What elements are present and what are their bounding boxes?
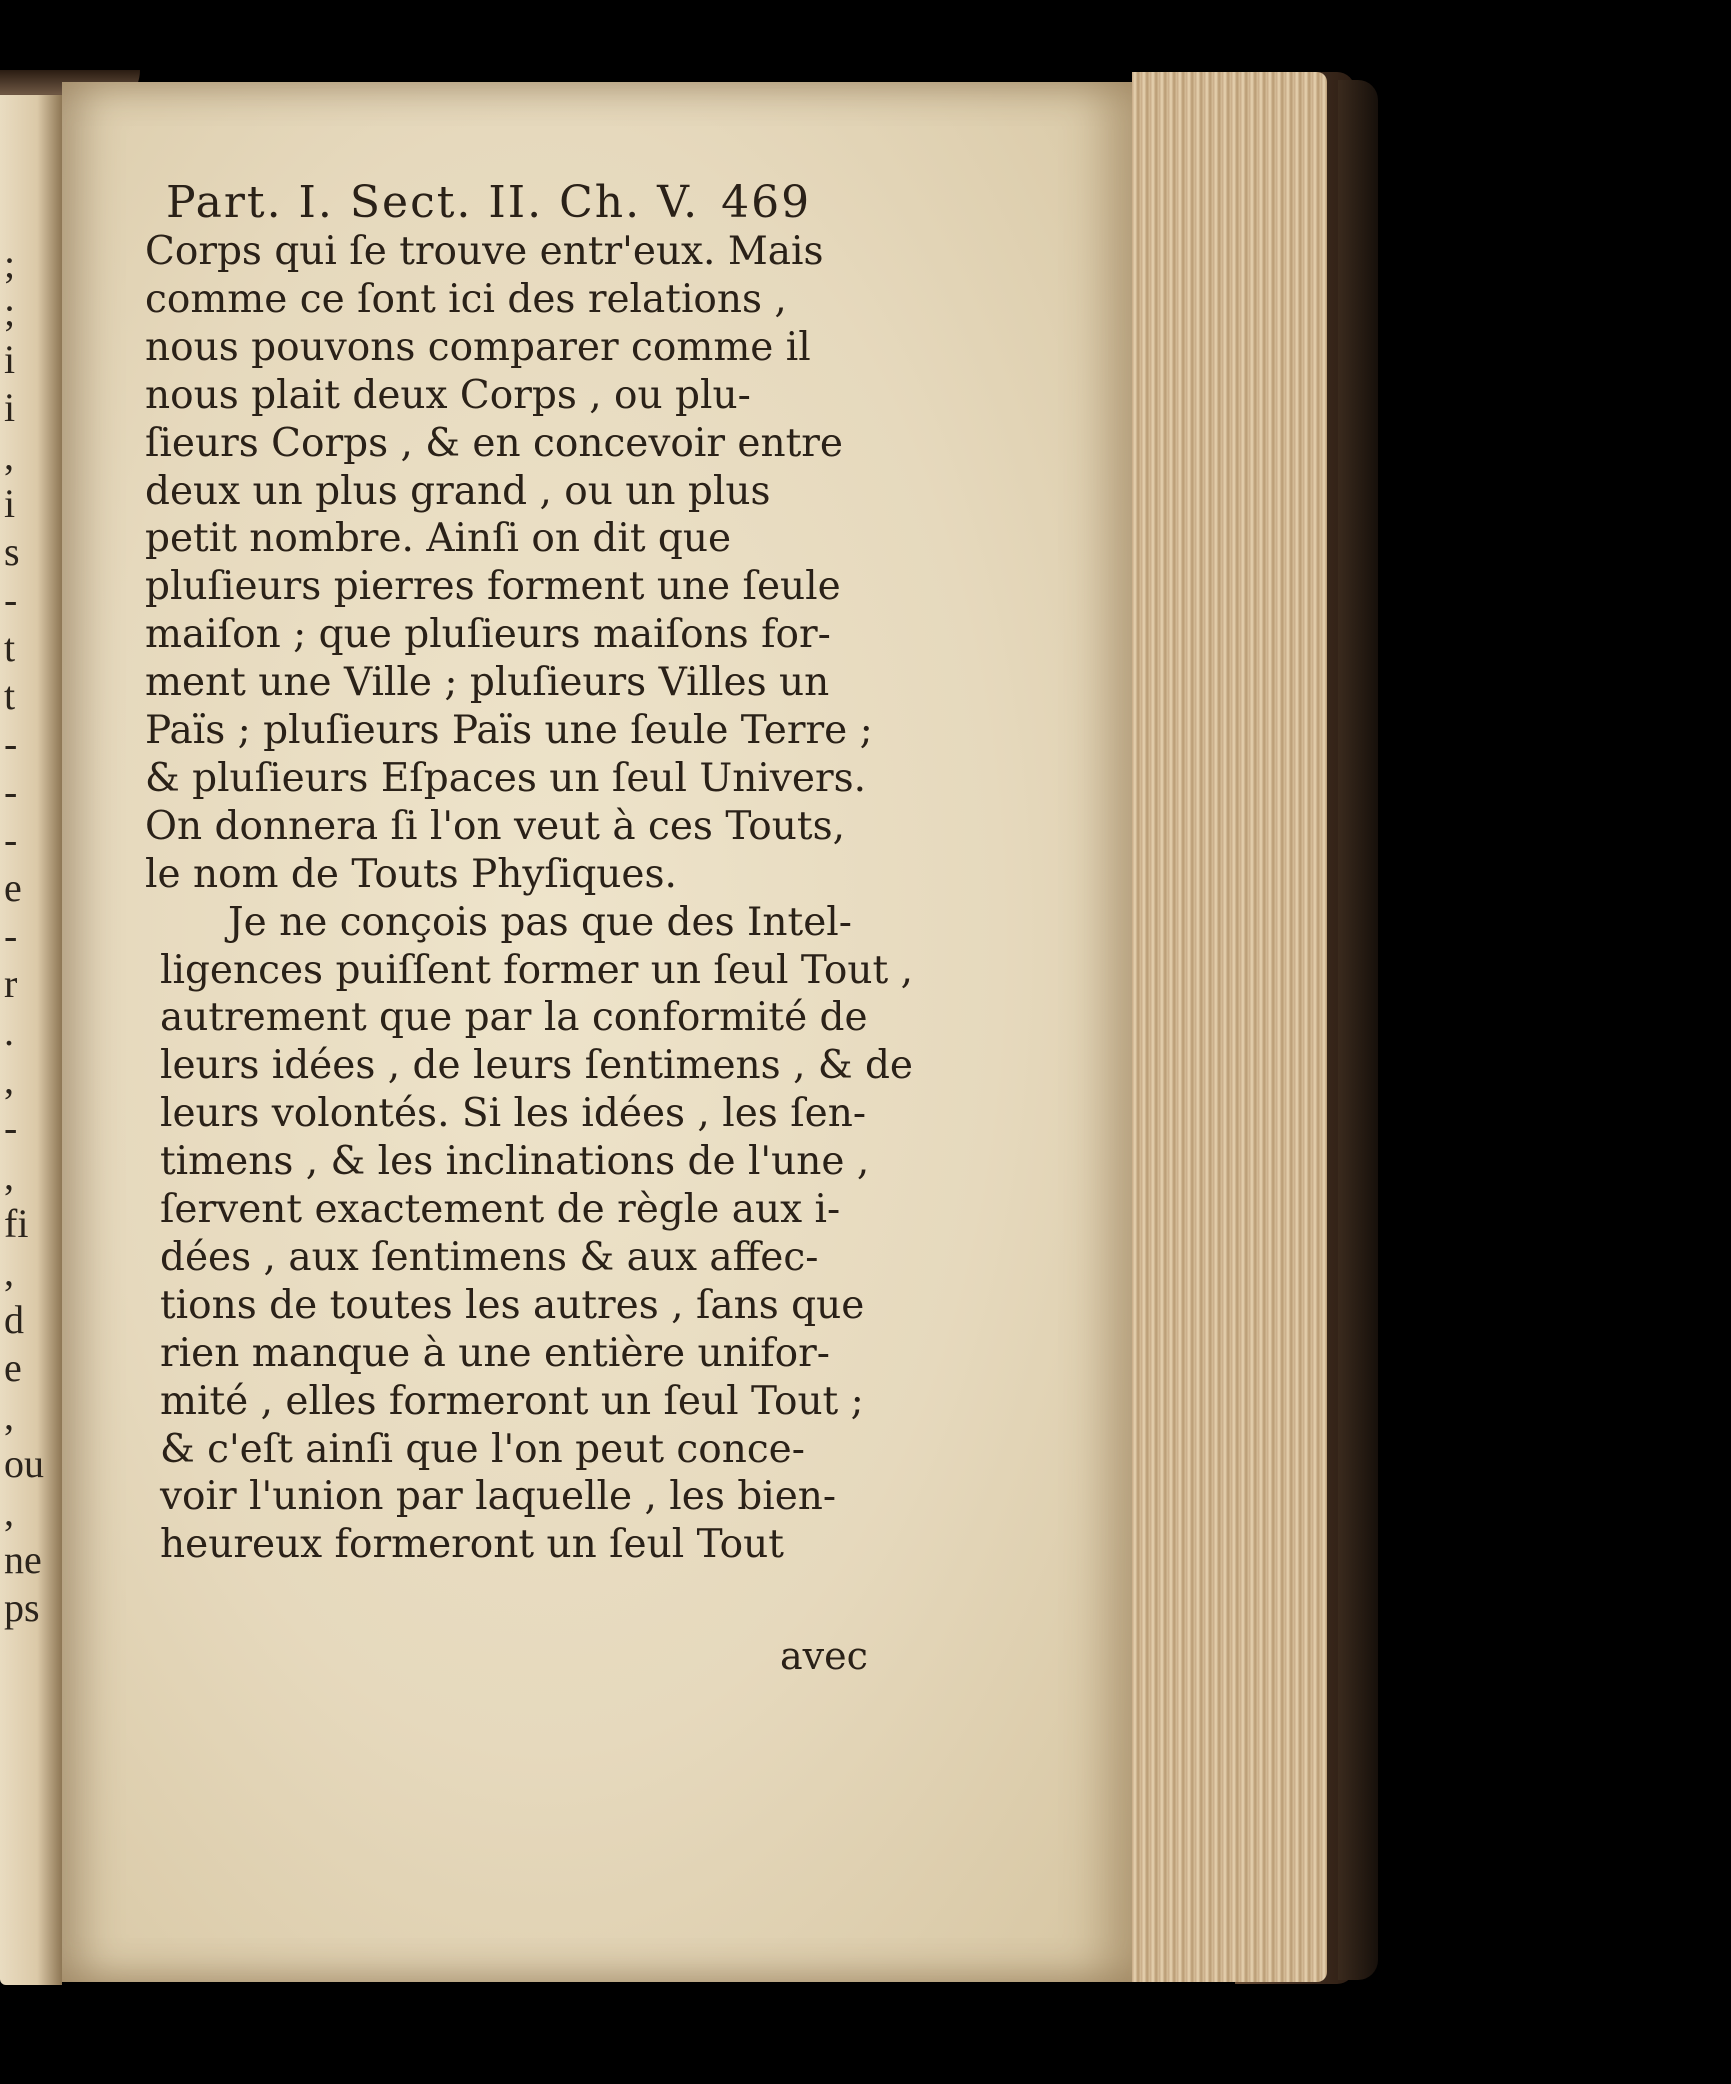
- text-line: deux un plus grand , ou un plus: [145, 469, 771, 514]
- cut-off-glyph: d: [4, 1297, 24, 1342]
- cut-off-glyph: s: [4, 529, 20, 574]
- cut-off-glyph: ,: [4, 1057, 14, 1102]
- cut-off-glyph: -: [4, 1105, 18, 1150]
- text-line: rien manque à une entière unifor-: [160, 1331, 830, 1376]
- text-line: mité , elles formeront un ſeul Tout ;: [160, 1379, 864, 1424]
- text-line: comme ce ſont ici des relations ,: [145, 277, 787, 322]
- text-line: timens , & les inclinations de l'une ,: [160, 1139, 870, 1184]
- cut-off-glyph: e: [4, 1345, 22, 1390]
- text-line: nous pouvons comparer comme il: [145, 325, 811, 370]
- text-line: le nom de Touts Phyſiques.: [145, 852, 677, 897]
- text-line: tions de toutes les autres , ſans que: [160, 1283, 865, 1328]
- text-line: & pluſieurs Eſpaces un ſeul Univers.: [145, 756, 867, 801]
- text-line: maiſon ; que pluſieurs maiſons for-: [145, 612, 831, 657]
- cut-off-glyph: i: [4, 481, 16, 526]
- text-line: Païs ; pluſieurs Païs une ſeule Terre ;: [145, 708, 873, 753]
- cut-off-glyph: fi: [4, 1201, 29, 1246]
- cut-off-glyph: ou: [4, 1441, 44, 1486]
- cut-off-glyph: e: [4, 865, 22, 910]
- cut-off-glyph: t: [4, 673, 16, 718]
- text-line: petit nombre. Ainſi on dit que: [145, 516, 732, 561]
- cut-off-glyph: ,: [4, 1489, 14, 1534]
- text-line: pluſieurs pierres forment une ſeule: [145, 564, 841, 609]
- cut-off-glyph: ,: [4, 1153, 14, 1198]
- text-line: leurs idées , de leurs ſentimens , & de: [160, 1043, 914, 1088]
- cut-off-glyph: ps: [4, 1585, 40, 1630]
- cut-off-glyph: r: [4, 961, 18, 1006]
- cut-off-glyph: -: [4, 721, 18, 766]
- cut-off-glyph: ;: [4, 289, 16, 334]
- text-line: ſieurs Corps , & en concevoir entre: [145, 421, 843, 466]
- cut-off-glyph: -: [4, 577, 18, 622]
- text-line: voir l'union par laquelle , les bien-: [160, 1474, 837, 1519]
- cut-off-glyph: .: [4, 1009, 14, 1054]
- text-line: ligences puiſſent former un ſeul Tout ,: [160, 948, 913, 993]
- text-line: Je ne conçois pas que des Intel-: [228, 900, 852, 945]
- cut-off-glyph: t: [4, 625, 16, 670]
- running-head-text: Part. I. Sect. II. Ch. V.: [166, 177, 700, 228]
- text-line: nous plait deux Corps , ou plu-: [145, 373, 751, 418]
- text-line: ment une Ville ; pluſieurs Villes un: [145, 660, 830, 705]
- cut-off-glyph: ,: [4, 433, 14, 478]
- catchword: avec: [780, 1634, 868, 1678]
- cut-off-glyph: ,: [4, 1393, 14, 1438]
- text-line: On donnera ſi l'on veut à ces Touts,: [145, 804, 845, 849]
- cut-off-glyph: -: [4, 913, 18, 958]
- text-line: heureux formeront un ſeul Tout: [160, 1522, 784, 1567]
- text-line: autrement que par la conformité de: [160, 995, 868, 1040]
- cut-off-glyph: -: [4, 769, 18, 814]
- text-line: & c'eſt ainſi que l'on peut conce-: [160, 1427, 805, 1472]
- cut-off-glyph: ne: [4, 1537, 42, 1582]
- running-head: [166, 177, 811, 228]
- text-line: dées , aux ſentimens & aux affec-: [160, 1235, 819, 1280]
- cut-off-glyph: i: [4, 385, 16, 430]
- cut-off-glyph: ,: [4, 1249, 14, 1294]
- cut-off-glyph: i: [4, 337, 16, 382]
- text-line: leurs volontés. Si les idées , les ſen-: [160, 1091, 866, 1136]
- text-line: ſervent exactement de règle aux i-: [160, 1187, 841, 1232]
- text-line: Corps qui ſe trouve entr'eux. Mais: [145, 229, 824, 274]
- cut-off-glyph: ;: [4, 241, 16, 286]
- page-number: 469: [721, 177, 812, 228]
- cut-off-glyph: -: [4, 817, 18, 862]
